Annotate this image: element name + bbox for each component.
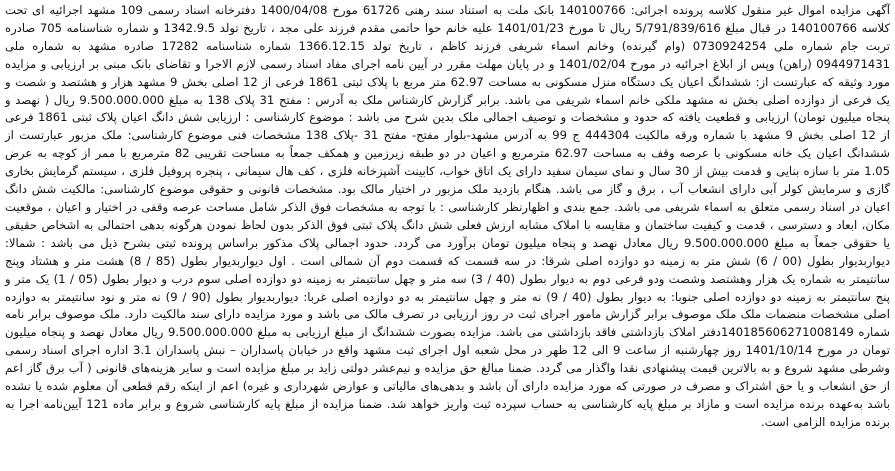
auction-notice-text: آگهی مزایده اموال غیر منقول کلاسه پرونده اجرائی: 140100766 بانک ملت به استناد سند رهنی 61726 مورخ 1400/04/08 دفترخانه اسناد رسمی 109 مشهد اجرائیه ای تحت کلاسه 140100766 در قبال مبلغ 5/791/839/616 ریال تا مورخ 1401/01/23 علیه خانم حوا حاتمی مقدم فرزند علی مجد ، تاریخ تولد 1342.9.5 و شماره شناسنامه 705 صادره تربت جام شماره ملی 0730924254 (وام گیرنده) وخانم اسماء شریفی فرزند کاظم ، تاریخ تولد 1366.12.15 شماره شناسنامه 17282 صادره مشهد به شماره ملی 0944971431 (راهن) وپس از ابلاغ اجرائیه در مورخ 1401/02/04 و در پایان مهلت مقرر در آیین نامه اجرای مفاد اسناد رسمی لازم الاجرا و تقاضای بانک مبنی بر ارزیابی و مزایده مورد وثیقه که عبارتست از: ششدانگ اعیان یک دستگاه منزل مسکونی به مساحت 62.97 متر مربع با پلاک ثبتی 1861 فرعی از 12 اصلی بخش 9 مشهد هزار و هشتصد و شصت و یک فرعی از دوازده اصلی بخش نه مشهد ملکی خانم اسماء شریفی می باشد. برابر گزارش کارشناس ملک به آدرس : مفتح 31 پلاک 138 به مبلغ 9.500.000.000 ریال ( نهصد و پنجاه میلیون تومان) ارزیابی و قطعیت یافته که حدود و مشخصات و توصیف اجمالی ملک بدین شرح می باشد : موضوع کارشناسی : ارزیابی شش دانگ اعیان پلاک ثبتی 1861 فرعی از 12 اصلی بخش 9 مشهد با شماره ورقه مالکیت 444304 ج 99 به آدرس مشهد-بلوار مفتح- مفتح 31 -پلاک 138 مشخصات فنی موضوع کارشناسی: ملک مزبور عبارتست از ششدانگ اعیان یک خانه مسکونی با عرصه وقف به مساحت 62.97 مترمربع و اعیان در دو طبقه زیرزمین و همکف جمعاً به مساحت تقریبی 82 مترمربع با ممر از کوچه به عرض 1.05 متر با سازه بنایی و قدمت بیش از 30 سال و نمای سیمان سفید دارای یک اتاق خواب، کابینت آشپزخانه فلزی ، کف هال سیمانی ، پنجره پروفیل فلزی ، سیستم گرمایش بخاری گازی و سرمایش کولر آبی دارای انشعاب آب ، برق و گاز می باشد. هنگام بازدید ملک مزبور در اختیار مالک بود. مشخصات قانونی و حقوقی موضوع کارشناسی: مالکیت شش دانگ اعیان در اسناد رسمی متعلق به اسماء شریفی می باشد. جمع بندی و اظهارنظر کارشناسی : با توجه به مشخصات فوق الذکر شامل مساحت عرصه وقفی در اختیار و اعیان ، موقعیت مکان، ابعاد و دسترسی ، قدمت و کیفیت ساختمان و مقایسه با املاک مشابه ارزش فعلی شش دانگ پلاک ثبتی فوق الذکر بدون لحاظ نمودن هرگونه بدهی احتمالی به اشخاص حقیقی یا حقوقی جمعاً به مبلغ 9.500.000.000 ریال معادل نهصد و پنجاه میلیون تومان برآورد می گردد. حدود اجمالی پلاک مذکور براساس پرونده ثبتی بشرح ذیل می باشد : شمالا: دیواربدیوار بطول (00 / 6) شش متر به زمینه دو دوازده اصلی شرقا: در سه قسمت که قسمت دوم آن شمالی است . اول دیواربدیوار بطول (85 / 8) هشت متر و هشتاد وپنج سانتیمتر به شماره یک هزار وهشتصد وشصت ودو فرعی دوم به دیوار بطول (40 / 3) سه متر و چهل سانتیمتر به زمینه دو دوازده اصلی سوم درب و دیوار بطول (05 / 1) یک متر و پنج سانتیمتر به زمینه دو دوازده اصلی جنوبا: به دیوار بطول (40 / 9) نه متر و چهل سانتیمتر به دو دوازده اصلی غربا: دیواربدیوار بطول (90 / 9) نه متر و نود سانتیمتر به دوازده اصلی مشخصات منضمات ملک ملک موصوف برابر گزارش مامور اجرای ثبت در روز ارزیابی در تصرف مالک می باشد و مورد مزایده دارای سند مالکیت دارد. ملک موصوف برابر نامه شماره 140185606271008149دفتر املاک بازداشتی فاقد بازداشتی می باشد. مزایده بصورت ششدانگ از مبلغ ارزیابی به مبلغ 9.500.000.000 ریال معادل نهصد و پنجاه میلیون تومان در مورخ 1401/10/14 روز چهارشنبه از ساعت 9 الی 12 ظهر در محل شعبه اول اجرای ثبت مشهد واقع در خیابان پاسداران – نبش پاسداران 3.1 اداره اجرای اسناد رسمی وشرطی مشهد شروع و به بالاترین قیمت پیشنهادی نقدا واگذار می گردد. ضمنا مبالغ حق مزایده و نیم‌عشر دولتی زاید بر مبلغ مزایده است و سایر هزینه‌های قانونی ( آب برق گاز اعم از حق انشعاب و یا حق اشتراک و مصرف در صورتی که مورد مزایده دارای آن باشد و بدهی‌های مالیاتی و عوارض شهرداری و غیره) اعم از اینکه رقم قطعی آن معلوم شده یا نشده باشد به‌عهده برنده مزایده است و مازاد بر مبلغ پایه کارشناسی به حساب سپرده ثبت واریز خواهد شد. ضمنا مزایده از مبلغ پایه کارشناسی شروع و برابر ماده 121 آیین‌نامه اجرا به برنده مزایده الزامی است. xyxy=(5,3,891,429)
